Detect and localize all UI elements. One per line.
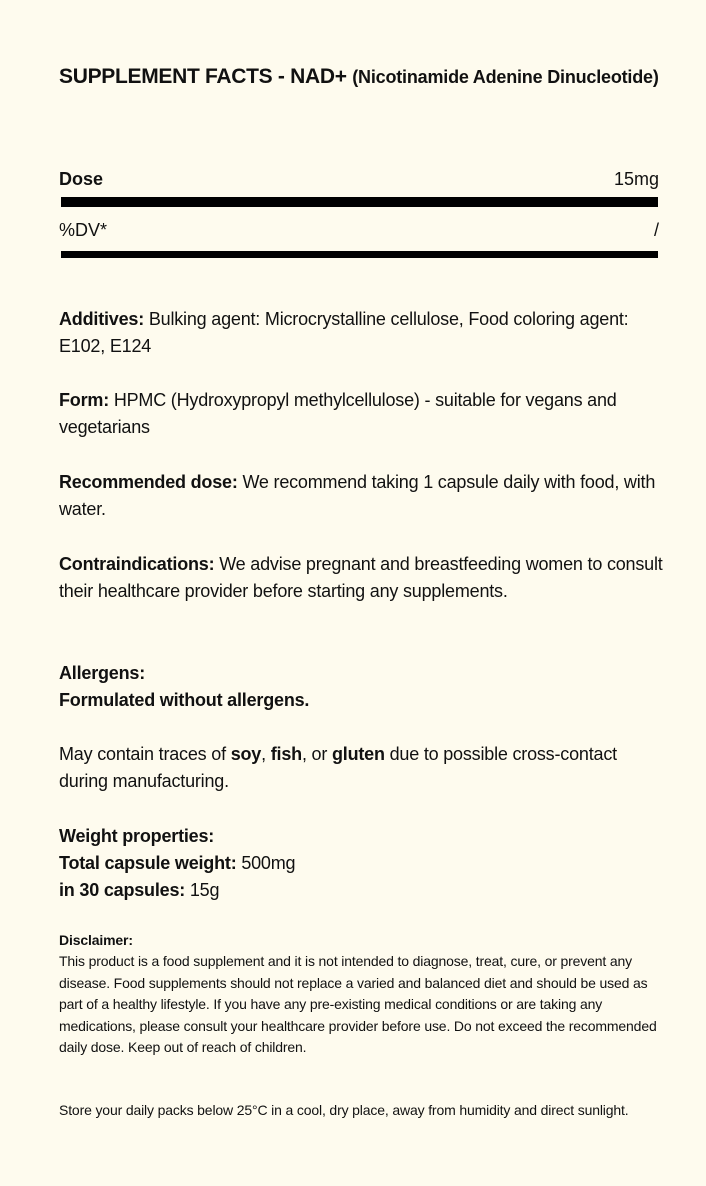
traces-prefix: May contain traces of — [59, 744, 226, 764]
form-label: Form: — [59, 390, 109, 410]
disclaimer-label: Disclaimer: — [59, 932, 133, 948]
page-title — [59, 63, 659, 91]
dose-label: Dose — [59, 169, 104, 189]
thick-divider — [61, 197, 658, 207]
additives-text: Bulking agent: Microcrystalline cellulose, Food coloring agent: E102, E124 — [59, 309, 629, 356]
weight-section — [59, 823, 664, 904]
recommended-dose-text: We recommend taking 1 capsule daily with food, with water. — [59, 472, 656, 519]
recommended-dose-section — [59, 469, 664, 523]
divider — [61, 251, 658, 258]
title-subtitle: (Nicotinamide Adenine Dinucleotide) — [352, 67, 659, 87]
trace-gluten: gluten — [331, 744, 385, 764]
allergens-statement: Formulated without allergens. — [59, 690, 310, 710]
form-text: HPMC (Hydroxypropyl methylcellulose) - suitable for vegans and vegetarians — [59, 390, 617, 437]
weight-label: Weight properties: — [59, 826, 215, 846]
total-capsule-weight-value: 500mg — [241, 853, 296, 873]
dv-value: / — [653, 220, 659, 240]
storage-instructions: Store your daily packs below 25°C in a cool, dry place, away from humidity and direct sunlight. — [59, 1102, 629, 1118]
allergen-traces — [59, 741, 664, 795]
facts-row-dv — [59, 218, 659, 242]
capsule-count-label: in 30 capsules: — [59, 880, 186, 900]
additives-section — [59, 306, 664, 360]
disclaimer-text: This product is a food supplement and it is not intended to diagnose, treat, cure, or prevent any disease. Food supplements should not replace a varied and balanced diet and should be used as part of a healthy lifestyle. If you have any pre-existing medical conditions or are taking any medications, please consult your healthcare provider before use. Do not exceed the recommended daily dose. Keep out of reach of children. — [59, 953, 657, 1056]
capsule-count-value: 15g — [189, 880, 220, 900]
contraindications-text: We advise pregnant and breastfeeding women to consult their healthcare provider before starting any supplements. — [59, 554, 663, 601]
contraindications-label: Contraindications: — [59, 554, 215, 574]
traces-separator: , or — [301, 744, 328, 764]
additives-label: Additives: — [59, 309, 145, 329]
recommended-dose-label: Recommended dose: — [59, 472, 238, 492]
allergens-label: Allergens: — [59, 663, 146, 683]
allergens-section — [59, 660, 664, 714]
dose-value: 15mg — [613, 169, 659, 189]
trace-soy: soy — [230, 744, 262, 764]
title-main: SUPPLEMENT FACTS - NAD+ — [59, 65, 347, 88]
total-capsule-weight-label: Total capsule weight: — [59, 853, 237, 873]
facts-row-dose — [59, 167, 659, 191]
form-section — [59, 387, 664, 441]
trace-fish: fish — [270, 744, 302, 764]
disclaimer-section — [59, 930, 669, 1058]
contraindications-section — [59, 551, 664, 605]
traces-separator: , — [261, 744, 266, 764]
traces-suffix: due to possible cross-contact during manufacturing. — [59, 744, 617, 791]
dv-label: %DV* — [59, 220, 108, 240]
